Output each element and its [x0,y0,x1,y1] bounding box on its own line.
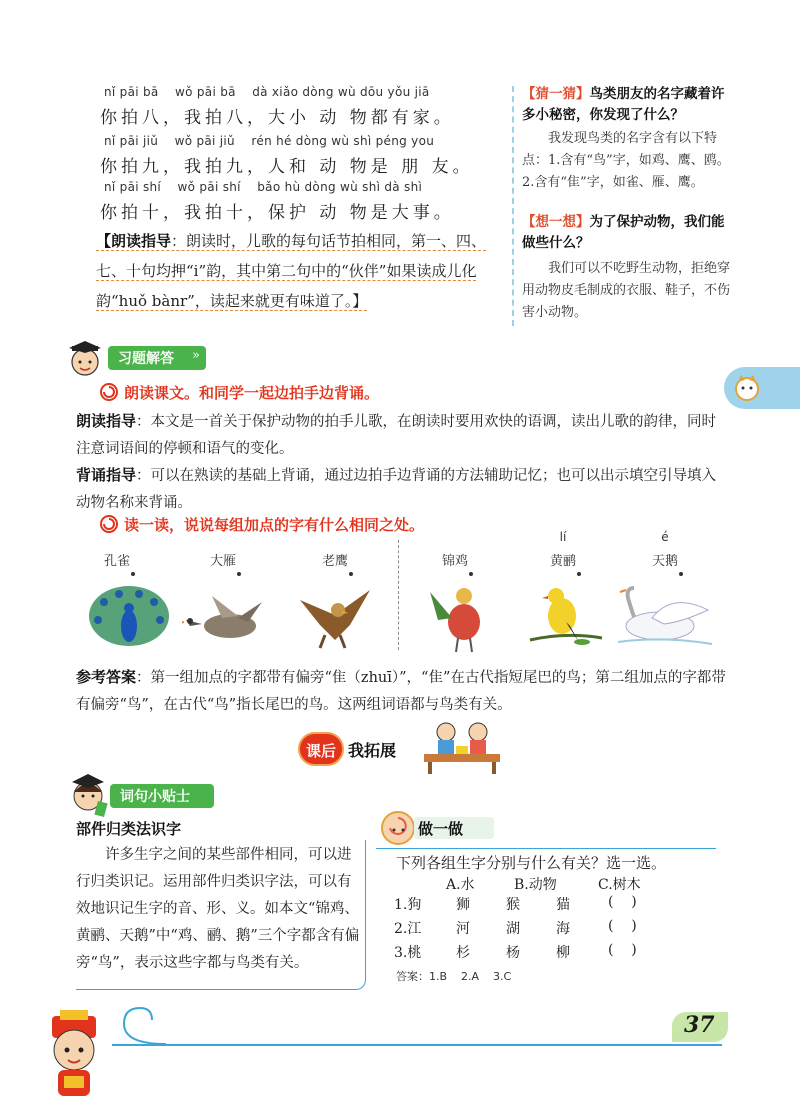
swirl-bullet-icon [100,515,118,533]
tips-tag [110,784,214,808]
doit-title: 做一做 [418,820,464,838]
student-avatar-icon [64,338,106,380]
row2-label: 2.江 [394,921,422,937]
q1-recite-guide [76,462,726,517]
q1-title: 朗读课文。和同学一起边拍手边背诵。 [124,384,380,402]
group-divider [398,540,399,650]
row3-char: 柳 [556,945,570,961]
doit-line [376,848,716,849]
exercise-tag [108,346,206,370]
page-number: 37 [684,1012,715,1038]
bird-label-eagle: 老鹰 [321,554,348,569]
row1-char: 猴 [506,897,520,913]
emphasis-dot [679,572,683,576]
students-reading-image [420,718,504,774]
banner-text: 我拓展 [348,741,397,760]
bird-label-peacock: 孔雀 [103,554,130,569]
cat-mascot-icon [732,373,762,403]
poem-line-1: 你拍八，我拍八，大小 动 物都有家。 [100,108,455,128]
tips-body: 许多生字之间的某些部件相同，可以进行归类识记。运用部件归类识字法，可以有效地识记生字的音、形、义。如本文“锦鸡、黄鹂、天鹅”中“鸡、鹂、鹅”三个字都含有偏旁“鸟”，表示这些字都与鸟类有关。 [76,847,360,971]
q1-recite-label: 背诵指导 [76,466,137,484]
doit-answer: 答案：1.B 2.A 3.C [396,970,512,983]
tips-title: 词句小贴士 [120,789,190,805]
eagle-image [290,580,380,652]
bird-label-oriole: 黄鹂 [549,554,576,569]
row2-char: 湖 [506,921,520,937]
banner-circle: 课后 [298,732,344,766]
row2-char: 河 [456,921,470,937]
row1-label: 1.狗 [394,897,422,913]
oriole-image [526,582,606,652]
row3-blank[interactable]: ( ) [608,942,637,958]
reading-guide [96,226,496,316]
doit-tag [414,817,494,839]
doit-option-c: C.树木 [598,877,641,893]
row2-blank[interactable]: ( ) [608,918,637,934]
side-tab [724,367,800,409]
poem-pinyin-2: nǐ pāi jiǔ wǒ pāi jiǔ rén hé dòng wù shì péng you [104,134,435,148]
q1-reading-guide [76,408,726,463]
footer-swirl-decoration [114,1004,168,1046]
row3-label: 3.桃 [394,945,422,961]
poem-pinyin-3: nǐ pāi shí wǒ pāi shí bǎo hù dòng wù shì dà shì [104,180,423,194]
doit-option-b: B.动物 [514,877,557,893]
doit-option-a: A.水 [446,877,475,893]
swan-image [612,582,718,652]
pheasant-image [424,582,494,654]
girl-avatar-icon [66,770,110,818]
reading-guide-body: ：朗读时，儿歌的每句话节拍相同，第一、四、七、十句均押“i”韵，其中第二句中的“伙伴”如果读成儿化韵“huǒ bànr”，读起来就更有味道了。】 [96,232,487,310]
goose-image [182,590,272,650]
sidebar-think [522,212,732,324]
bird-label-goose: 大雁 [209,554,236,569]
emphasis-dot [469,572,473,576]
tips-subtitle: 部件归类法识字 [76,820,182,838]
guess-tag: 【猜一猜】 [522,86,590,102]
row2-char: 海 [556,921,570,937]
bird-label-pheasant: 锦鸡 [441,554,468,569]
divider [512,86,514,326]
q1-reading-label: 朗读指导 [76,412,137,430]
chevron-right-icon: » [192,348,200,363]
poem-pinyin-1: nǐ pāi bā wǒ pāi bā dà xiǎo dòng wù dōu yǒu jiā [104,85,430,99]
doit-question: 下列各组生字分别与什么有关？选一选。 [396,854,667,872]
think-title: 为了保护动物，我们能做些什么？ [522,214,725,251]
exercise-title: 习题解答 [118,351,174,367]
bird-pinyin-swan: é [661,530,669,544]
sidebar-guess [522,84,732,194]
emphasis-dot [237,572,241,576]
q1-reading-text: ：本文是一首关于保护动物的拍手儿歌，在朗读时要用欢快的语调，读出儿歌的韵律，同时注意词语间的停顿和语气的变化。 [76,414,717,457]
footer-line [112,1044,722,1046]
poem-line-2: 你拍九，我拍九，人和 动 物是 朋 友。 [100,157,474,177]
poem-line-3: 你拍十，我拍十，保护 动 物是大事。 [100,203,455,223]
q2-answer [76,664,726,719]
swirl-bullet-icon [100,383,118,401]
bird-pinyin-oriole: lí [559,530,567,544]
row1-char: 狮 [456,897,470,913]
emphasis-dot [131,572,135,576]
bird-label-swan: 天鹅 [651,554,678,569]
guess-answer: 我发现鸟类的名字含有以下特点：1.含有“鸟”字，如鸡、鹰、鸥。2.含有“隹”字，如雀、雁、鹰。 [522,131,730,190]
row3-char: 杨 [506,945,520,961]
emphasis-dot [577,572,581,576]
emphasis-dot [349,572,353,576]
q1-recite-text: ：可以在熟读的基础上背诵，通过边拍手边背诵的方法辅助记忆；也可以出示填空引导填入动物名称来背诵。 [76,468,717,511]
guess-title: 鸟类朋友的名字藏着许多小秘密，你发现了什么？ [522,86,725,123]
mascot-boy-image [38,1010,112,1104]
q2-answer-label: 参考答案 [76,668,137,686]
q2-answer-text: ：第一组加点的字都带有偏旁“隹（zhuī）”，“隹”在古代指短尾巴的鸟；第二组加点的字都带有偏旁“鸟”，在古代“鸟”指长尾巴的鸟。这两组词语都与鸟类有关。 [76,670,726,713]
row1-char: 猫 [556,897,570,913]
peacock-image [84,580,174,650]
think-answer: 我们可以不吃野生动物，拒绝穿用动物皮毛制成的衣服、鞋子，不伤害小动物。 [522,261,731,320]
think-tag: 【想一想】 [522,214,590,230]
reading-guide-label: 【朗读指导 [96,232,172,250]
row3-char: 杉 [456,945,470,961]
row1-blank[interactable]: ( ) [608,894,637,910]
q2-title: 读一读，说说每组加点的字有什么相同之处。 [124,516,425,534]
